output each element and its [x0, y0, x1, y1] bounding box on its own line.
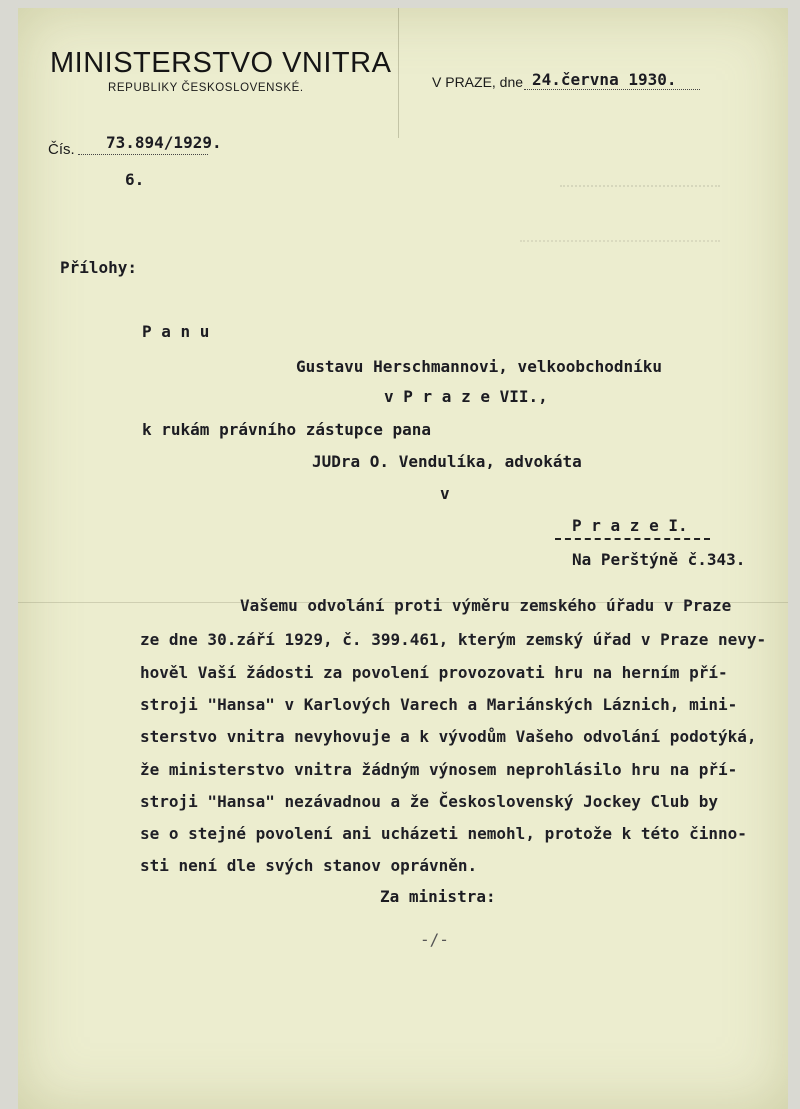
- lawyer-city: P r a z e I.: [572, 516, 688, 535]
- salutation: P a n u: [142, 322, 210, 341]
- lawyer-name: JUDra O. Vendulíka, advokáta: [312, 452, 582, 471]
- address-preposition: v: [440, 484, 450, 503]
- recipient-name: Gustavu Herschmannovi, velkoobchodníku: [296, 357, 663, 376]
- place-label: V PRAZE, dne: [432, 74, 524, 90]
- reference-sub: 6.: [125, 170, 145, 189]
- date-field: [524, 70, 700, 90]
- body-line: se o stejné povolení ani ucházeti nemohl, protože k této činno-: [140, 824, 747, 843]
- body-line: stroji "Hansa" nezávadnou a že Československý Jockey Club by: [140, 792, 718, 811]
- letterhead-subtitle: REPUBLIKY ČESKOSLOVENSKÉ.: [108, 82, 304, 94]
- city-underline: [555, 538, 710, 540]
- body-line: že ministerstvo vnitra žádným výnosem neprohlásilo hru na pří-: [140, 760, 738, 779]
- body-line: hověl Vaší žádosti za povolení provozovati hru na herním pří-: [140, 663, 728, 682]
- body-line: stroji "Hansa" v Karlových Varech a Mariánských Láznich, mini-: [140, 695, 738, 714]
- care-of-line: k rukám právního zástupce pana: [142, 420, 431, 439]
- reference-dotted-line: [78, 154, 208, 155]
- show-through-mark: [560, 185, 720, 197]
- attachments-label: Přílohy:: [60, 258, 138, 277]
- body-line: sti není dle svých stanov oprávněn.: [140, 856, 478, 875]
- recipient-city: v P r a z e VII.,: [384, 387, 548, 406]
- body-line: ze dne 30.září 1929, č. 399.461, kterým zemský úřad v Praze nevy-: [140, 630, 767, 649]
- reference-number: 73.894/1929.: [106, 133, 222, 152]
- paper-fold: [398, 8, 399, 138]
- signature-mark: -/-: [420, 930, 449, 949]
- lawyer-street: Na Perštýně č.343.: [572, 550, 746, 569]
- reference-field: [78, 133, 222, 155]
- body-line: sterstvo vnitra nevyhovuje a k vývodům Vašeho odvolání podotýká,: [140, 727, 757, 746]
- reference-label: Čís.: [48, 141, 75, 158]
- body-line: Vašemu odvolání proti výměru zemského úřadu v Praze: [240, 596, 732, 615]
- show-through-mark: [520, 240, 720, 252]
- date-dotted-line: [524, 89, 700, 90]
- closing-line: Za ministra:: [380, 887, 496, 906]
- date-value: 24.června 1930.: [532, 70, 677, 89]
- letterhead-title: MINISTERSTVO VNITRA: [50, 47, 392, 79]
